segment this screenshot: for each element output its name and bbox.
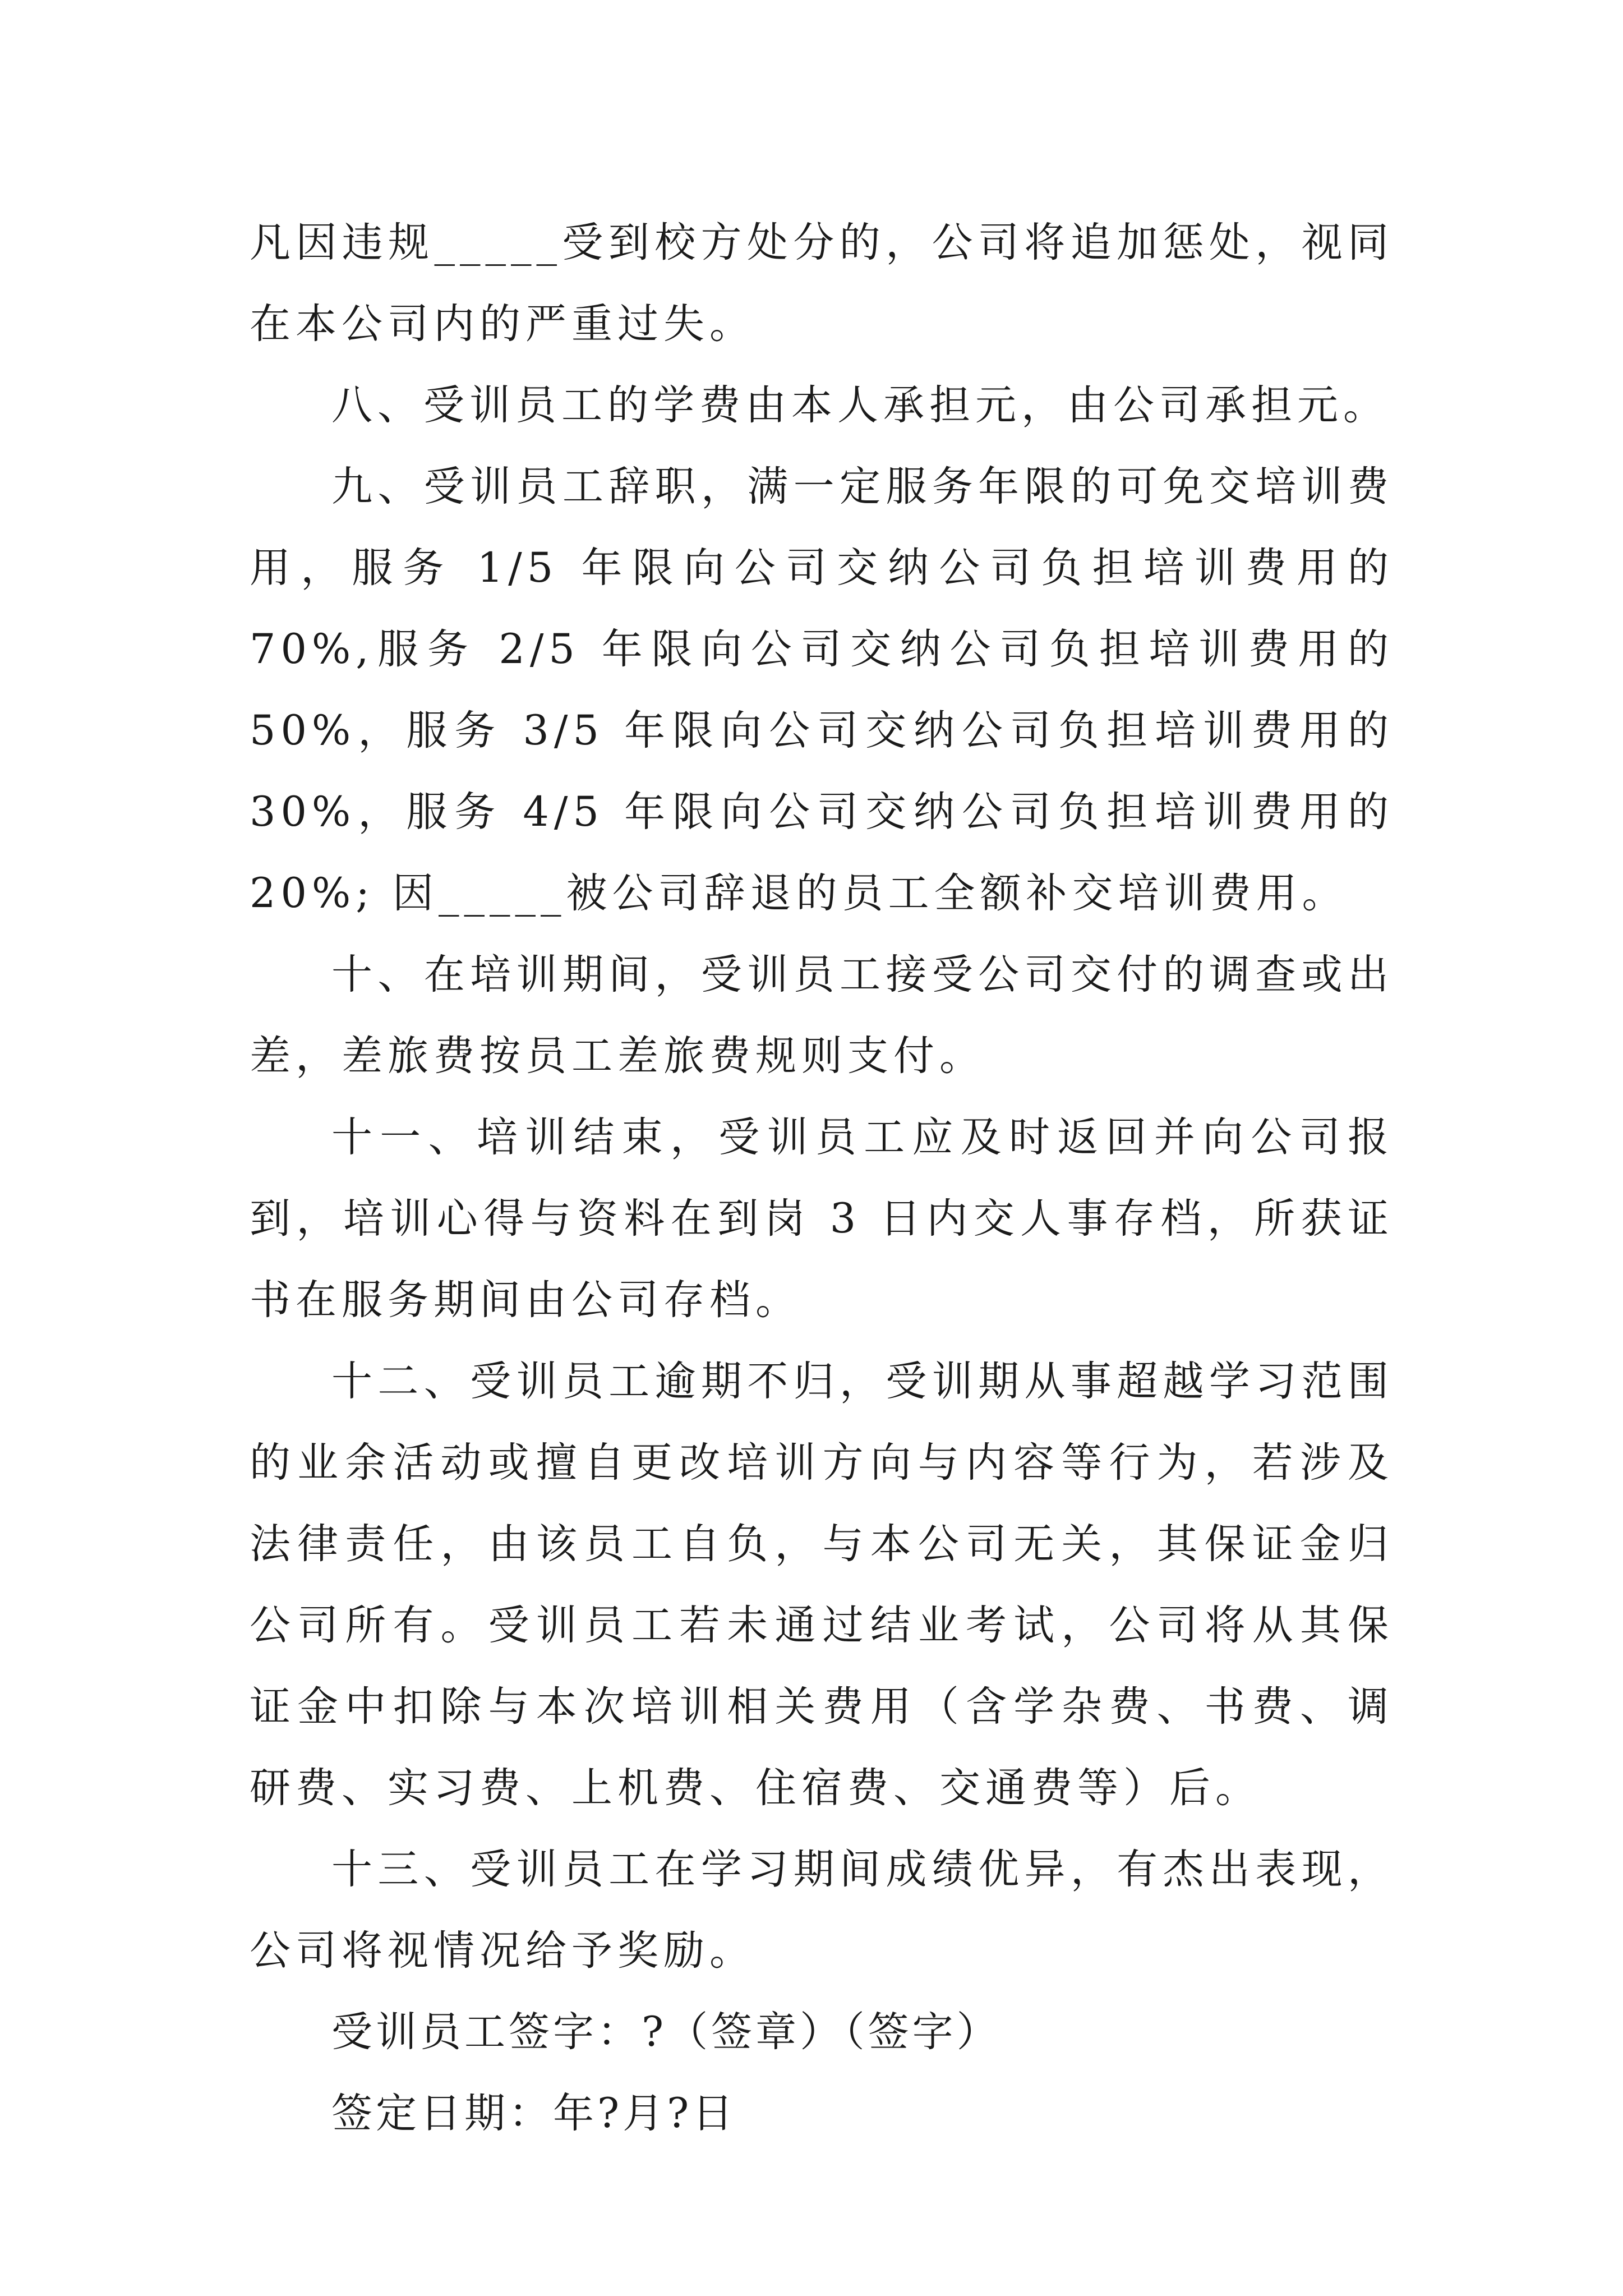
date-line: 签定日期：年?月?日: [331, 2090, 737, 2137]
clause-12: 十二、受训员工逾期不归，受训期从事超越学习范围的业余活动或擅自更改培训方向与内容等行为，若涉及法律责任，由该员工自负，与本公司无关，其保证金归公司所有。受训员工若未通过结业考试，公司将从其保证金中扣除与本次培训相关费用（含学杂费、书费、调研费、实习费、上机费、住宿费、交通费等）后。: [250, 1358, 1394, 1812]
clause-11: 十一、培训结束，受训员工应及时返回并向公司报到，培训心得与资料在到岗 3 日内交人事存档，所获证书在服务期间由公司存档。: [250, 1114, 1394, 1324]
paragraph-continuation: 凡因违规_____受到校方处分的，公司将追加惩处，视同在本公司内的严重过失。: [250, 219, 1394, 348]
clause-13: 十三、受训员工在学习期间成绩优异，有杰出表现，公司将视情况给予奖励。: [250, 1846, 1394, 1975]
signature-line: 受训员工签字：?（签章）（签字）: [331, 2008, 1001, 2056]
clause-8: 八、受训员工的学费由本人承担元，由公司承担元。: [331, 381, 1389, 429]
clause-10: 十、在培训期间，受训员工接受公司交付的调查或出差，差旅费按员工差旅费规则支付。: [250, 951, 1394, 1080]
clause-9: 九、受训员工辞职，满一定服务年限的可免交培训费用，服务 1/5 年限向公司交纳公司负担培训费用的 70%,服务 2/5 年限向公司交纳公司负担培训费用的 50%，服务 3/5 年限向公司交纳公司负担培训费用的 30%，服务 4/5 年限向公司交纳公司负担培训费用的 20%; 因_____被公司辞退的员工全额补交培训费用。: [250, 463, 1394, 917]
document-body: [250, 202, 1394, 2154]
